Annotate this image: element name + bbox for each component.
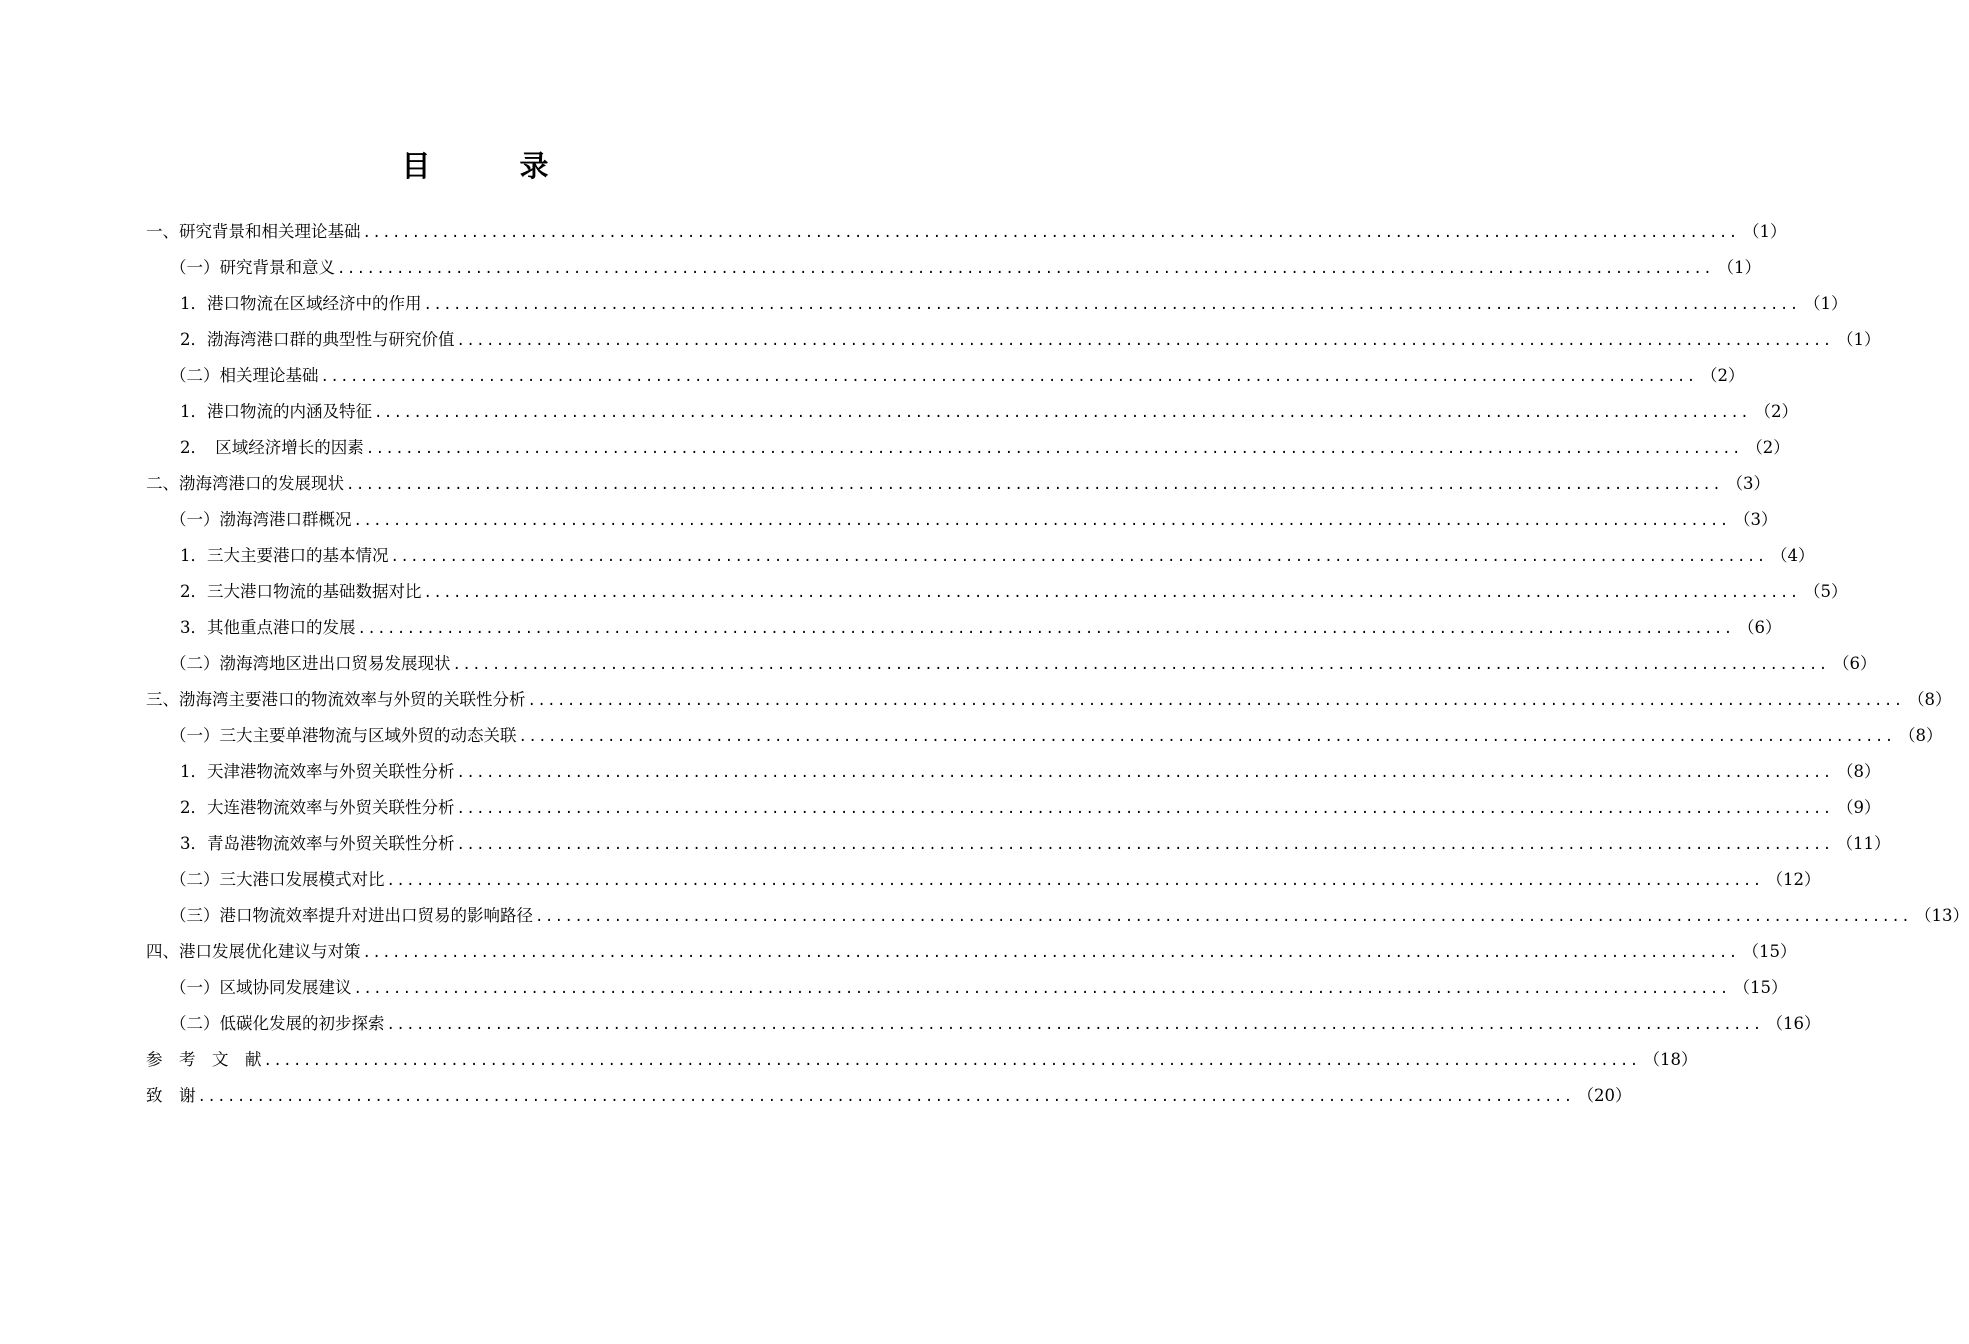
toc-entry-page: （15） <box>1742 942 1797 961</box>
toc-entry-label: （一）研究背景和意义 <box>170 258 335 277</box>
toc-entry-label: 1．天津港物流效率与外贸关联性分析 <box>180 762 455 781</box>
toc-entry[interactable] <box>146 322 1881 358</box>
toc-leader: ............................................................................................................................................ <box>390 549 1767 565</box>
toc-entry-label: 二、渤海湾港口的发展现状 <box>146 474 344 493</box>
toc-entry[interactable] <box>146 718 1943 754</box>
toc-entry-page: （2） <box>1746 438 1790 457</box>
toc-entry[interactable] <box>146 826 1891 862</box>
toc-entry-label: 3．青岛港物流效率与外贸关联性分析 <box>180 834 455 853</box>
toc-entry-page: （3） <box>1734 510 1778 529</box>
toc-entry-label: （二）三大港口发展模式对比 <box>170 870 385 889</box>
toc-entry-page: （1） <box>1837 330 1881 349</box>
toc-leader: ............................................................................................................................................ <box>456 333 1833 349</box>
toc-entry-label: 2．三大港口物流的基础数据对比 <box>180 582 422 601</box>
toc-entry-label: 参 考 文 献 <box>146 1050 262 1069</box>
toc-entry[interactable] <box>146 286 1848 322</box>
toc-leader: ............................................................................................................................................ <box>362 225 1739 241</box>
toc-leader: ............................................................................................................................................ <box>423 585 1800 601</box>
toc-entry-page: （6） <box>1833 654 1877 673</box>
page-title: 目 录 <box>401 149 579 183</box>
toc-entry-label: （一）渤海湾港口群概况 <box>170 510 352 529</box>
toc-leader: ............................................................................................................................................ <box>452 657 1829 673</box>
toc-leader: ............................................................................................................................................ <box>518 729 1895 745</box>
toc-entry-page: （3） <box>1726 474 1771 493</box>
toc-leader: ............................................................................................................................................ <box>456 837 1833 853</box>
toc-entry-label: 1．港口物流的内涵及特征 <box>180 402 372 421</box>
toc-leader: ............................................................................................................................................ <box>456 765 1833 781</box>
toc-entry-label: （二）相关理论基础 <box>170 366 319 385</box>
toc-entry[interactable] <box>146 214 1787 250</box>
toc-leader: ............................................................................................................................................ <box>346 477 1723 493</box>
toc-entry[interactable] <box>146 1042 1698 1078</box>
toc-leader: ............................................................................................................................................ <box>374 405 1751 421</box>
toc-entry[interactable] <box>146 394 1799 430</box>
toc-entry-label: 1．三大主要港口的基本情况 <box>180 546 389 565</box>
toc-leader: ............................................................................................................................................ <box>357 621 1734 637</box>
toc-leader: ............................................................................................................................................ <box>362 945 1739 961</box>
toc-entry[interactable] <box>146 358 1745 394</box>
toc-entry-label: 2．大连港物流效率与外贸关联性分析 <box>180 798 455 817</box>
toc-entry[interactable] <box>146 574 1848 610</box>
toc-entry-page: （2） <box>1754 402 1799 421</box>
toc-entry-page: （8） <box>1837 762 1881 781</box>
toc-entry-page: （6） <box>1738 618 1782 637</box>
toc-entry-page: （9） <box>1837 798 1881 817</box>
toc-entry[interactable] <box>146 250 1762 286</box>
toc-leader: ............................................................................................................................................ <box>337 261 1714 277</box>
toc-entry[interactable] <box>146 898 1969 934</box>
toc-entry-page: （5） <box>1804 582 1848 601</box>
toc-entry-label: （二）渤海湾地区进出口贸易发展现状 <box>170 654 451 673</box>
toc-entry-label: 3．其他重点港口的发展 <box>180 618 356 637</box>
toc-entry-page: （8） <box>1899 726 1943 745</box>
toc-entry-page: （1） <box>1804 294 1848 313</box>
toc-leader: ............................................................................................................................................ <box>353 981 1730 997</box>
toc-entry-page: （12） <box>1766 870 1821 889</box>
toc-leader: ............................................................................................................................................ <box>197 1089 1574 1105</box>
toc-entry-page: （1） <box>1743 222 1787 241</box>
toc-entry[interactable] <box>146 970 1788 1006</box>
toc-entry-label: 致 谢 <box>146 1086 196 1105</box>
toc-entry[interactable] <box>146 1078 1632 1114</box>
toc-leader: ............................................................................................................................................ <box>365 441 1742 457</box>
toc-entry-label: 三、渤海湾主要港口的物流效率与外贸的关联性分析 <box>146 690 526 709</box>
toc-entry-label: 2．渤海湾港口群的典型性与研究价值 <box>180 330 455 349</box>
toc-leader: ............................................................................................................................................ <box>535 909 1912 925</box>
toc-entry-label: 2． 区域经济增长的因素 <box>180 438 364 457</box>
toc-entry-label: 一、研究背景和相关理论基础 <box>146 222 361 241</box>
toc-entry-page: （11） <box>1836 834 1891 853</box>
toc-entry-page: （18） <box>1643 1050 1698 1069</box>
toc-leader: ............................................................................................................................................ <box>386 873 1763 889</box>
toc-entry-page: （1） <box>1717 258 1762 277</box>
toc-entry-page: （20） <box>1577 1086 1632 1105</box>
toc-entry-label: 1．港口物流在区域经济中的作用 <box>180 294 422 313</box>
toc-entry-label: （一）三大主要单港物流与区域外贸的动态关联 <box>170 726 517 745</box>
toc-entry[interactable] <box>146 790 1881 826</box>
toc-entry-page: （16） <box>1766 1014 1821 1033</box>
toc-leader: ............................................................................................................................................ <box>456 801 1833 817</box>
toc-entry[interactable] <box>146 502 1778 538</box>
toc-entry-label: （二）低碳化发展的初步探索 <box>170 1014 385 1033</box>
toc-leader: ............................................................................................................................................ <box>320 369 1697 385</box>
toc-entry-label: （一）区域协同发展建议 <box>170 978 352 997</box>
toc-entry-page: （8） <box>1908 690 1952 709</box>
toc-entry-page: （4） <box>1771 546 1815 565</box>
toc-entry[interactable] <box>146 430 1790 466</box>
toc-entry[interactable] <box>146 538 1815 574</box>
toc-entry[interactable] <box>146 466 1771 502</box>
toc-entry-label: 四、港口发展优化建议与对策 <box>146 942 361 961</box>
toc-leader: ............................................................................................................................................ <box>386 1017 1763 1033</box>
toc-entry[interactable] <box>146 682 1952 718</box>
toc-leader: ............................................................................................................................................ <box>263 1053 1640 1069</box>
toc-entry[interactable] <box>146 754 1881 790</box>
toc-leader: ............................................................................................................................................ <box>423 297 1800 313</box>
toc-entry[interactable] <box>146 610 1782 646</box>
table-of-contents <box>146 214 1969 1114</box>
toc-entry[interactable] <box>146 862 1821 898</box>
toc-entry[interactable] <box>146 646 1877 682</box>
toc-entry-page: （15） <box>1733 978 1788 997</box>
toc-entry-label: （三）港口物流效率提升对进出口贸易的影响路径 <box>170 906 533 925</box>
toc-entry[interactable] <box>146 934 1797 970</box>
toc-entry-page: （2） <box>1701 366 1745 385</box>
toc-entry[interactable] <box>146 1006 1821 1042</box>
toc-leader: ............................................................................................................................................ <box>353 513 1730 529</box>
toc-entry-page: （13） <box>1915 906 1969 925</box>
toc-leader: ............................................................................................................................................ <box>527 693 1904 709</box>
